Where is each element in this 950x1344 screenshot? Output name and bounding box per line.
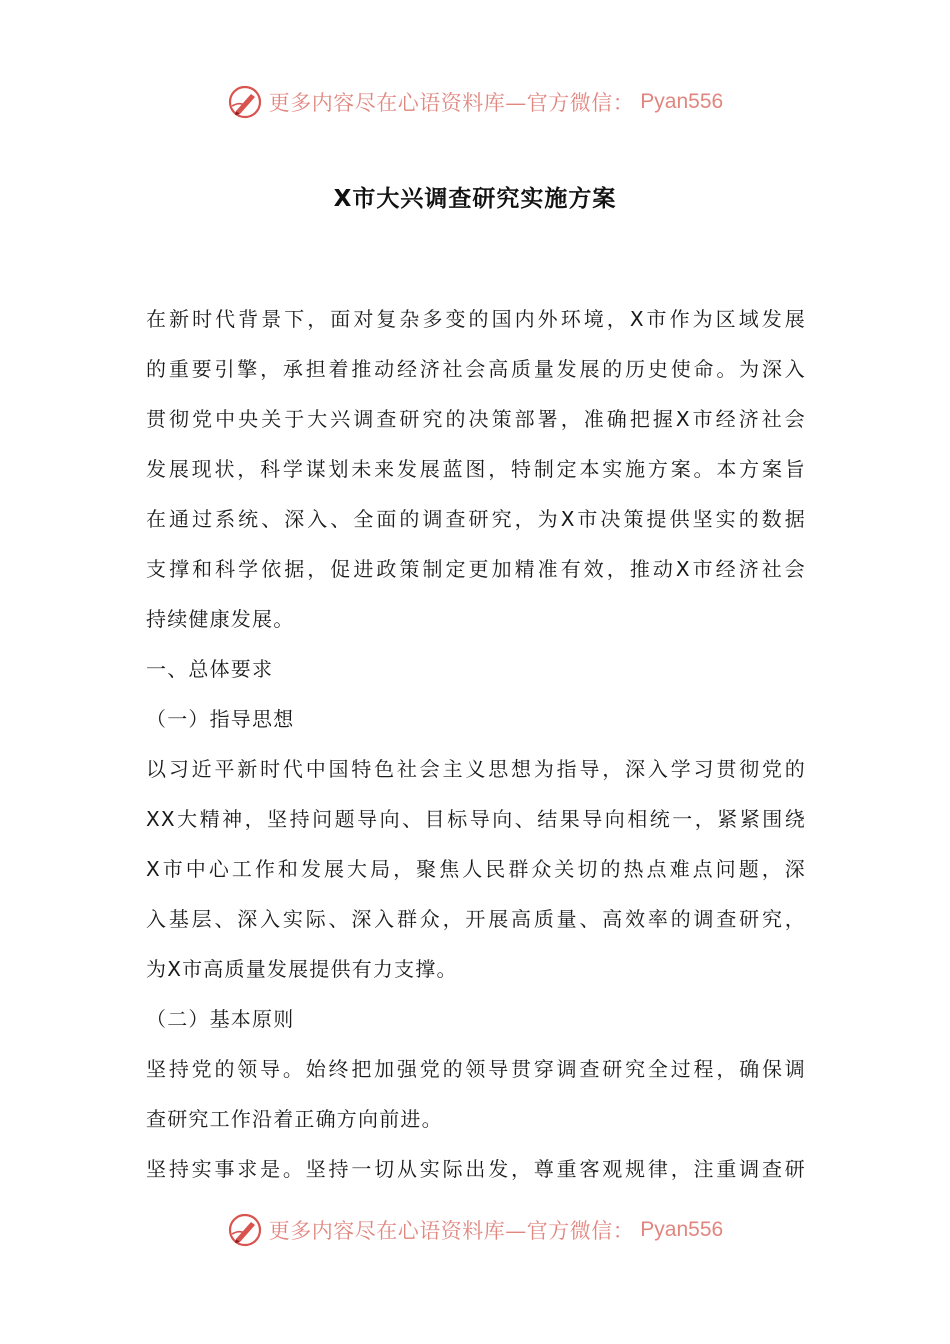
text-line: 以习近平新时代中国特色社会主义思想为指导，深入学习贯彻党的: [146, 757, 806, 781]
text-line: （一）指导思想: [146, 707, 295, 731]
text-line: 发展现状，科学谋划未来发展蓝图，特制定本实施方案。本方案旨: [146, 457, 806, 481]
text-line: 持续健康发展。: [146, 607, 295, 631]
document-title: X市大兴调查研究实施方案: [333, 186, 617, 212]
text-line: 一、总体要求: [146, 657, 274, 681]
text-line: 坚持实事求是。坚持一切从实际出发，尊重客观规律，注重调查研: [146, 1157, 806, 1181]
text-line: 坚持党的领导。始终把加强党的领导贯穿调查研究全过程，确保调: [146, 1057, 806, 1081]
header-watermark-banner: [0, 82, 950, 122]
watermark-text: 更多内容尽在心语资料库—官方微信：: [268, 91, 635, 115]
text-line: （二）基本原则: [146, 1007, 295, 1031]
footer-watermark-banner: [0, 1210, 950, 1250]
text-line: XX大精神，坚持问题导向、目标导向、结果导向相统一，紧紧围绕: [146, 807, 806, 831]
text-line: 在通过系统、深入、全面的调查研究，为X市决策提供坚实的数据: [146, 507, 806, 531]
text-line: 的重要引擎，承担着推动经济社会高质量发展的历史使命。为深入: [146, 357, 806, 381]
text-line: 为X市高质量发展提供有力支撑。: [146, 957, 458, 981]
watermark-text: 更多内容尽在心语资料库—官方微信：: [268, 1219, 635, 1243]
text-line: X市中心工作和发展大局，聚焦人民群众关切的热点难点问题，深: [146, 857, 806, 881]
document-body: [146, 294, 806, 1194]
wechat-id: Pyan556: [640, 1218, 724, 1241]
text-line: 贯彻党中央关于大兴调查研究的决策部署，准确把握X市经济社会: [146, 407, 806, 431]
pen-logo-icon: [227, 1212, 263, 1248]
text-line: 入基层、深入实际、深入群众，开展高质量、高效率的调查研究，: [146, 907, 806, 931]
wechat-id: Pyan556: [640, 90, 724, 113]
text-line: 查研究工作沿着正确方向前进。: [146, 1107, 443, 1131]
text-line: 支撑和科学依据，促进政策制定更加精准有效，推动X市经济社会: [146, 557, 806, 581]
text-line: 在新时代背景下，面对复杂多变的国内外环境，X市作为区域发展: [146, 307, 806, 331]
pen-logo-icon: [227, 84, 263, 120]
